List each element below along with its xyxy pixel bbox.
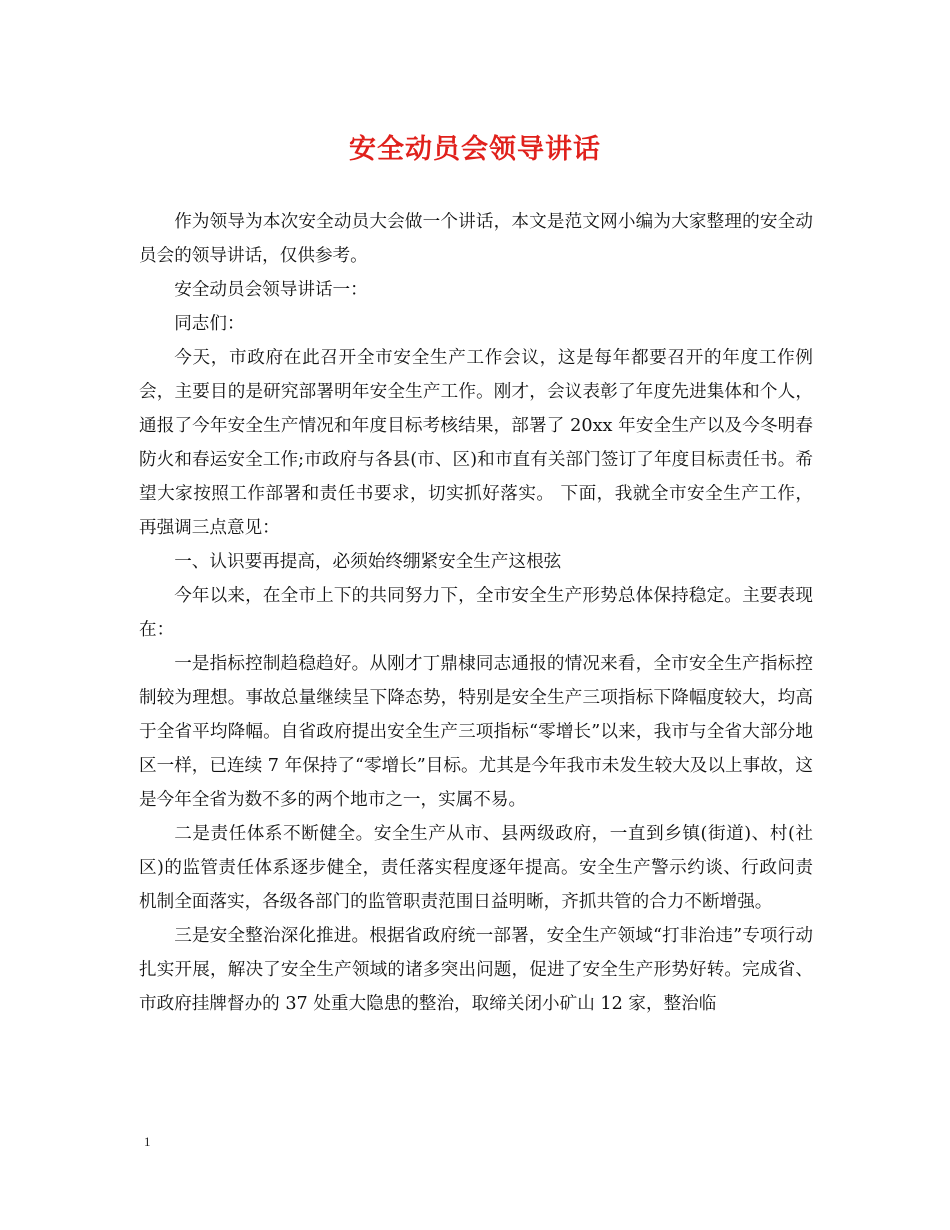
paragraph: 三是安全整治深化推进。根据省政府统一部署，安全生产领域“打非治违”专项行动扎实开展，解决了安全生产领域的诸多突出问题，促进了安全生产形势好转。完成省、市政府挂牌督办的 37 处重大隐患的整治，取缔关闭小矿山 12 家，整治临: [139, 926, 813, 1014]
paragraph: 作为领导为本次安全动员大会做一个讲话，本文是范文网小编为大家整理的安全动员会的领导讲话，仅供参考。: [139, 212, 813, 266]
document-title: 安全动员会领导讲话: [349, 134, 601, 165]
document-body: [139, 205, 813, 1021]
paragraph: 二是责任体系不断健全。安全生产从市、县两级政府，一直到乡镇(街道)、村(社区)的监管责任体系逐步健全，责任落实程度逐年提高。安全生产警示约谈、行政问责机制全面落实，各级各部门的监管职责范围日益明晰，齐抓共管的合力不断增强。: [139, 824, 813, 912]
paragraph: 今天，市政府在此召开全市安全生产工作会议，这是每年都要召开的年度工作例会，主要目的是研究部署明年安全生产工作。刚才，会议表彰了年度先进集体和个人，通报了今年安全生产情况和年度目标考核结果，部署了 20xx 年安全生产以及今冬明春防火和春运安全工作;市政府与各县(市、区)和市直有关部门签订了年度目标责任书。希望大家按照工作部署和责任书要求，切实抓好落实。 下面，我就全市安全生产工作，再强调三点意见：: [139, 348, 813, 538]
paragraph: 今年以来，在全市上下的共同努力下，全市安全生产形势总体保持稳定。主要表现在：: [139, 586, 813, 640]
page-number: 1: [144, 1134, 151, 1149]
paragraph: 安全动员会领导讲话一：: [174, 280, 368, 300]
paragraph: 同志们：: [174, 314, 245, 334]
section-heading: 一、认识要再提高，必须始终绷紧安全生产这根弦: [174, 552, 562, 572]
paragraph: 一是指标控制趋稳趋好。从刚才丁鼎棣同志通报的情况来看，全市安全生产指标控制较为理想。事故总量继续呈下降态势，特别是安全生产三项指标下降幅度较大，均高于全省平均降幅。自省政府提出安全生产三项指标“零增长”以来，我市与全省大部分地区一样，已连续 7 年保持了“零增长”目标。尤其是今年我市未发生较大及以上事故，这是今年全省为数不多的两个地市之一，实属不易。: [139, 654, 813, 810]
